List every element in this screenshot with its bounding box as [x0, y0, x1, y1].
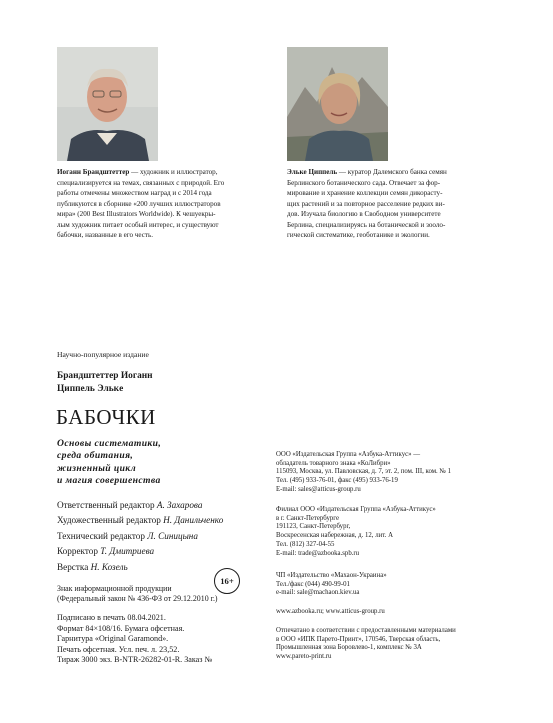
author2-bio: Элькe Циппель — куратор Далемского банка семян Берлинского ботанического сада. Отвечает за фор- мирование и хранение коллекции семян дикорасту- щих растений и за повторное расселение редких ви- дов. Изучала биологию в Свободном университете Берлина, специализируясь на ботанической и зооло- гической систематике, геоботанике и экологии. [287, 168, 447, 239]
book-subtitle: Основы систематики, среда обитания, жизненный цикл и магия совершенства [57, 438, 162, 487]
publisher-websites: www.azbooka.ru; www.atticus-group.ru [276, 608, 385, 615]
author-line: Брандштеттер Иоганн [57, 371, 153, 381]
imprint: Подписано в печать 08.04.2021. Формат 84×108/16. Бумага офсетная. Гарнитура «Original Garamond». Печать офсетная. Усл. печ. л. 23,52. Тираж 3000 экз. B-NTR-26282-01-R. Заказ № [57, 613, 213, 665]
author1-photo [57, 47, 158, 161]
credit-line: Технический редактор Л. Синицына [57, 530, 198, 541]
author-line: Циппель Элькe [57, 383, 124, 394]
publisher-block-azbuka: ООО «Издательская Группа «Азбука-Аттикус» — обладатель товарного знака «КоЛибри» 115093, Москва, ул. Павловская, д. 7, эт. 2, пом. III, ком. № 1 Тел. (495) 933-76-01, факс (495) 933-76-19 E-mail: sales@atticus-group.ru [276, 451, 452, 493]
author2-photo [287, 47, 388, 161]
age-rating-badge: 16+ [214, 568, 240, 594]
authors-list [57, 370, 153, 396]
credit-line: Верстка Н. Козель [57, 561, 128, 572]
credit-line: Корректор Т. Дмитриева [57, 546, 155, 557]
age-sign-label: Знак информационной продукции (Федеральный закон № 436-ФЗ от 29.12.2010 г.) [57, 584, 218, 604]
credit-line: Ответственный редактор А. Захарова [57, 500, 203, 510]
publisher-block-machaon: ЧП «Издательство «Махаон-Украина» Тел./факс (044) 490-99-01 e-mail: sale@machaon.kiev.ua [276, 572, 387, 597]
author1-name: Иоганн Брандштеттер [57, 168, 130, 176]
credits-list [57, 498, 223, 575]
credit-line: Художественный редактор Н. Данильченко [57, 515, 224, 526]
author1-bio: Иоганн Брандштеттер — художник и иллюстратор, специализируется на темах, связанных с природой. Его работы отмечены множеством наград и с 2014 года публикуются в сборнике «200 лучших иллюстраторов мира» (200 Best Illustrators Worldwide). К чешуекры- лым художник питает особый интерес, и существуют бабочки, названные в его честь. [57, 168, 225, 239]
edition-type: Научно-популярное издание [57, 350, 149, 359]
book-title: БАБОЧКИ [56, 405, 156, 429]
author2-name: Элькe Циппель [287, 168, 338, 176]
publisher-block-spb: Филиал ООО «Издательская Группа «Азбука-Аттикус» в г. Санкт-Петербурге 191123, Санкт-Петербург, Воскресенская набережная, д. 12, лит. А Тел. (812) 327-04-55 E-mail: trade@azbooka.spb.ru [276, 506, 436, 557]
printer-block: Отпечатано в соответствии с предоставленными материалами в ООО «ИПК Парето-Принт», 170546, Тверская область, Промышленная зона Боровлево-1, комплекс № 3А www.pareto-print.ru [276, 627, 456, 661]
